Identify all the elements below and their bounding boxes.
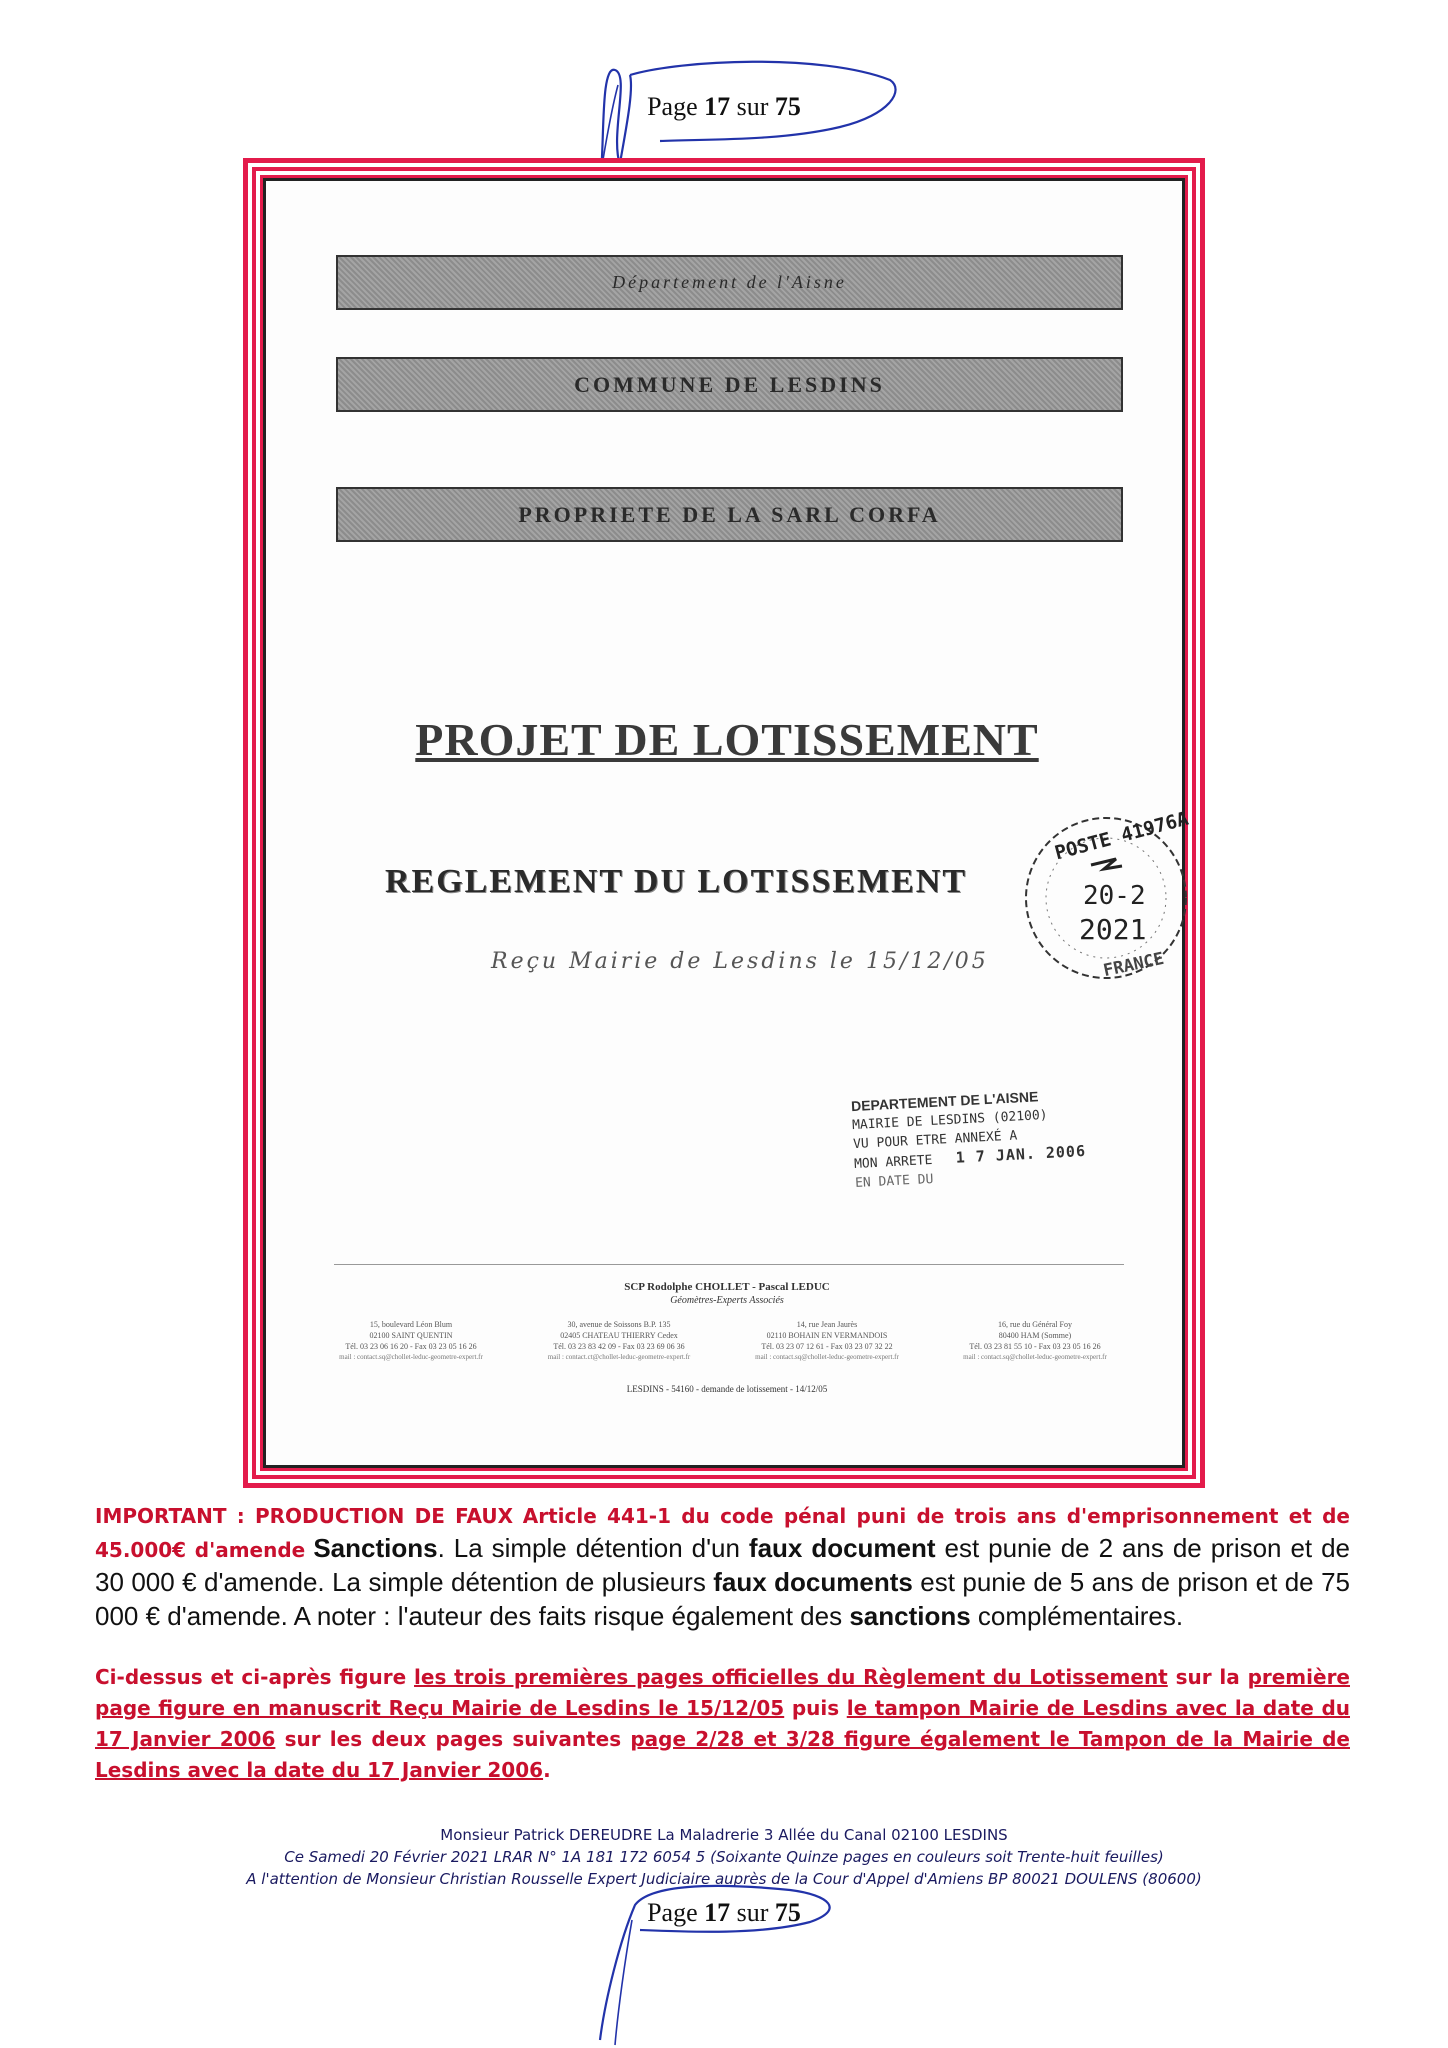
page-number-bottom: Page 17 sur 75 <box>647 1898 801 1927</box>
signature-bottom-icon <box>560 1880 880 2048</box>
banner-commune: COMMUNE DE LESDINS <box>336 357 1123 412</box>
banner-propriete: PROPRIETE DE LA SARL CORFA <box>336 487 1123 542</box>
postmark-date-2: 2021 <box>1079 913 1147 946</box>
handwritten-note: Reçu Mairie de Lesdins le 15/12/05 <box>491 949 989 974</box>
lot-reference: LESDINS - 54160 - demande de lotissement - 14/12/05 <box>626 1384 828 1394</box>
scanned-document <box>263 178 1191 1468</box>
divider <box>334 1264 1124 1265</box>
postmark-date-1: 20-2 <box>1083 881 1146 911</box>
page-number-top: Page 17 sur 75 <box>647 92 801 121</box>
postmark-top-text: POSTE 41976A <box>1052 807 1191 865</box>
banner-departement: Département de l'Aisne <box>336 255 1123 310</box>
sender-footer: Monsieur Patrick DEREUDRE La Maladrerie 3 Allée du Canal 02100 LESDINS Ce Samedi 20 Février 2021 LRAR N° 1A 181 172 6054 5 (Soixante Quinze pages en couleurs soit Trente-huit feuilles) A l'attention de Monsieur Christian Rousselle Expert Judiciaire auprès de la Cour d'Appel d'Amiens BP 80021 DOULENS (80600) <box>246 1826 1202 1888</box>
firm-header: SCP Rodolphe CHOLLET - Pascal LEDUC Géomètres-Experts Associés <box>624 1281 830 1306</box>
document-subtitle: REGLEMENT DU LOTISSEMENT <box>384 863 968 900</box>
mairie-stamp-date: 1 7 JAN. 2006 <box>955 1141 1087 1167</box>
important-warning: IMPORTANT : PRODUCTION DE FAUX Article 441-1 du code pénal puni de trois ans d'emprisonnement et de 45.000€ d'amende Sanctions. La simple détention d'un faux document est punie de 2 ans de prison et de 30 000 € d'amende. La simple détention de plusieurs faux documents est punie de 5 ans de prison et de 75 000 € d'amende. A noter : l'auteur des faits risque également des sanctions complémentaires. <box>95 1504 1351 1631</box>
office-bohain: 14, rue Jean Jaurès 02110 BOHAIN EN VERMANDOIS Tél. 03 23 07 12 61 - Fax 03 23 07 32 22 mail : contact.sq@chollet-leduc-geometre-expert.fr <box>755 1320 899 1361</box>
office-saint-quentin: 15, boulevard Léon Blum 02100 SAINT QUENTIN Tél. 03 23 06 16 20 - Fax 03 23 05 16 26 mail : contact.sq@chollet-leduc-geometre-expert.fr <box>339 1320 483 1361</box>
document-title: PROJET DE LOTISSEMENT <box>415 714 1039 765</box>
postmark-bottom-text: FRANCE <box>1101 948 1166 982</box>
office-ham: 16, rue du Général Foy 80400 HAM (Somme) Tél. 03 23 81 55 10 - Fax 03 23 05 16 26 mail : contact.sq@chollet-leduc-geometre-expert.fr <box>963 1320 1107 1361</box>
mairie-stamp: DEPARTEMENT DE L'AISNE MAIRIE DE LESDINS (02100) VU POUR ETRE ANNEXÉ A MON ARRETE 1 7 JAN. 2006 EN DATE DU <box>850 1088 1087 1192</box>
postmark-stamp <box>1011 803 1201 998</box>
office-chateau-thierry: 30, avenue de Soissons B.P. 135 02405 CHATEAU THIERRY Cedex Tél. 03 23 83 42 09 - Fax 03 23 69 06 36 mail : contact.ct@chollet-leduc-geometre-expert.fr <box>547 1320 691 1361</box>
explanatory-note: Ci-dessus et ci-après figure les trois premières pages officielles du Règlement du Lotissement sur la première page figure en manuscrit Reçu Mairie de Lesdins le 15/12/05 puis le tampon Mairie de Lesdins avec la date du 17 Janvier 2006 sur les deux pages suivantes page 2/28 et 3/28 figure également le Tampon de la Mairie de Lesdins avec la date du 17 Janvier 2006. <box>95 1665 1350 1782</box>
